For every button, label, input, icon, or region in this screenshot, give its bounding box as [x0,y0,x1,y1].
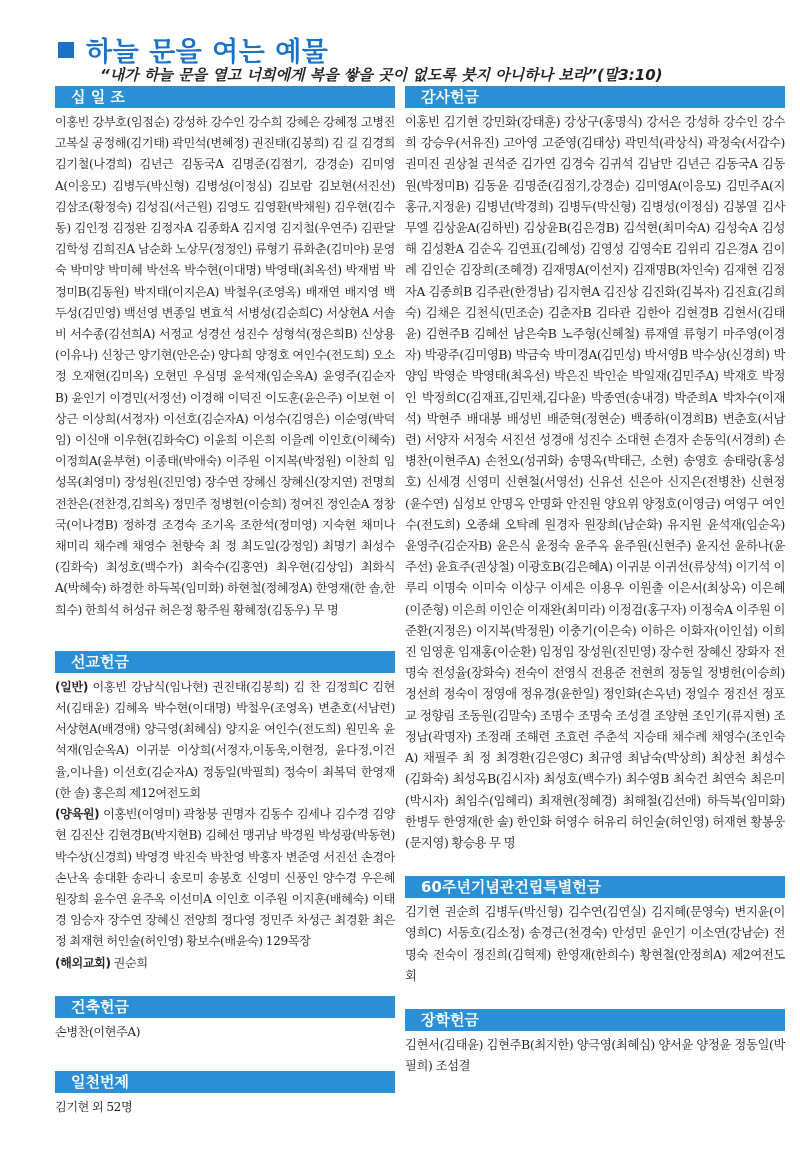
tithe-donor-list: 이홍빈 강부호(임점순) 강성하 강수인 강수희 강혜은 강혜정 고병진 고복실 공정해(김기태) 곽민석(변혜정) 권진태(김봉희) 김 길 김경희 김기철(나경희) 김년근 김동국A 김명준(김점기, 강경순) 김미영A(이응모) 김병두(박신형) 김병성(이정심) 김보람 김보현(서진선) 김삼조(황정숙) 김성집(서근원) 김영도 김영환(박채원) 김우현(김수동) 김인정 김정완 김정자A 김종화A 김지영 김지철(우연주) 김판달 김학성 김희진A 남순화 노상무(정정인) 류형기 류화춘(김미야) 문영숙 박미양 박미혜 박선옥 박수현(이대명) 박영태(최옥선) 박재범 박정미B(김동원) 박지태(이지은A) 박철우(조영옥) 배재연 배지영 백두성(김민영) 백선영 변종일 변효석 서병성(김순희C) 서상현A 서솔비 서수종(김선희A) 서정교 성경선 성진수 성형석(정은희B) 신상용(이유나) 신창근 양기현(안은순) 양다희 양정호 여인수(전도희) 오소정 오재현(김미옥) 오현민 우심명 윤석재(임순옥A) 윤영주(김순자B) 윤인기 이경민(서정선) 이경해 이덕진 이도훈(윤은주) 이보현 이상근 이상희(서정자) 이선호(김순자A) 이성수(김영은) 이순영(박덕임) 이신애 이우현(김화숙C) 이윤희 이은희 이을례 이인호(이혜숙) 이정희A(윤부현) 이종태(박애숙) 이주원 이지복(박정원) 이찬희 임성목(최영미) 장성원(진민영) 장수연 장혜신 장혜신(장지연) 전명희 전찬은(전찬경,김희옥) 정민주 정병헌(이승희) 정여진 정인순A 정창국(이나경B) 정하경 조경숙 조기옥 조한석(정미영) 지숙현 채미나 채미리 채수례 채영수 천향숙 최 정 최도일(강정임) 최명기 최성수(김화숙) 최성호(백수가) 최숙수(김홍연) 최우현(김상임) 최화식A(박혜숙) 하경한 하득복(임미화) 하현철(정혜정A) 한영재(한 솔,한희수) 한희석 허성규 허은정 황주원 황혜정(김동우) 무 명 [55,115,395,617]
mission-general-list [55,677,395,804]
mission-overseas-label: (해외교회) [55,955,111,970]
mission-nurture-text: 이홍빈(이영미) 곽창붕 권명자 김동수 김세나 김수경 김양현 김진산 김현경B(박지현B) 김혜선 맹귀남 박경원 박성광(박동현) 박수상(신경희) 박영경 박진숙 박찬영 박홍자 변준영 서진선 손경아 손난옥 송대환 송라니 송로미 송봉호 신영미 신풍인 양수경 우은혜 원장희 윤수연 윤주옥 이선미A 이인호 이주원 이지훈(배혜숙) 이태경 임승자 장수연 장혜신 전양희 정다영 정민주 차성근 최경환 최은정 최재현 허인술(허인영) 황보수(배윤숙) 129목장 [55,807,395,949]
mission-nurture-list [55,804,395,952]
right-column [405,86,785,1077]
mission-general-text: 이홍빈 강남식(임나현) 권진태(김봉희) 김 찬 김정희C 김현서(김태윤) 김혜옥 박수현(이대명) 박철우(조영옥) 변춘호(서남련) 서상현A(배경애) 양극영(최혜심) 양지윤 여인수(전도희) 원민옥 윤석재(임순옥A) 이귀분 이상희(서정자,이동욱,이현정, 윤다정,이건율,이나율) 이선호(김순자A) 정동일(박필희) 정숙이 최복덕 한영재(한 솔) 홍은희 제12여전도회 [55,679,395,800]
thanks-donor-list: 이홍빈 김기현 강민화(강태훈) 강상구(홍명식) 강서은 강성하 강수인 강수희 강승우(서유진) 고아영 고준영(김태상) 곽민석(곽상식) 곽정숙(서갑수) 권미진 권상철 권석준 김가연 김경숙 김귀석 김남만 김년근 김동국A 김동원(박정미B) 김동윤 김명준(김점기,강경순) 김미영A(이응모) 김민주A(지홍규,지정윤) 김병년(박경희) 김병두(박신형) 김병성(이정심) 김봉열 김사무엘 김상윤A(김하빈) 김상윤B(김은경B) 김석현(최미숙A) 김성숙A 김성해 김성환A 김순옥 김연표(김혜성) 김영성 김영숙E 김위리 김은경A 김이례 김인순 김장희(조혜경) 김재명A(이선지) 김재명B(차인숙) 김재현 김정자A 김종희B 김주관(한경남) 김지현A 김진상 김진화(김복자) 김진효(김희숙) 김채은 김천식(민조순) 김춘자B 김타관 김한아 김현경B 김현서(김태윤) 김현주B 김혜선 남은숙B 노주형(신혜철) 류재열 류형기 마주영(이경자) 박광주(김미영B) 박금숙 박미경A(김민성) 박서영B 박수상(신경희) 박양임 박영순 박영태(최옥선) 박은진 박인순 박일재(김민주A) 박재호 박정인 박정희C(김재표,김민채,김다윤) 박종연(송내경) 박준희A 박차수(이재석) 박현주 배대봉 배성빈 배준혁(정현순) 백종하(이경희B) 변춘호(서남련) 서양자 서정숙 서진선 성경애 성진수 소대현 손경자 손동익(서경희) 손병찬(이현주A) 손천오(성귀화) 송명옥(박태근, 소현) 송영호 송태랑(홍성호) 신세경 신영미 신현철(서영선) 신유선 신은아 신지은(전병찬) 신현정(윤수연) 심성보 안명옥 안명화 안진원 양요위 양정호(이영금) 여영구 여인수(전도희) 오종쇄 오탁례 원경자 원장희(남순화) 유지원 윤석재(임순옥) 윤영주(김순자B) 윤은식 윤정숙 윤주옥 윤주원(신현주) 윤지선 윤하나(윤주선) 윤효주(권상철) 이광호B(김은혜A) 이귀분 이귀선(류상석) 이기석 이루리 이명숙 이미숙 이상구 이세은 이용우 이원출 이은서(최상옥) 이은혜(이준형) 이은희 이인순 이재완(최미라) 이정검(홍구자) 이정숙A 이주원 이준환(지정은) 이지복(박정원) 이충기(이은숙) 이하은 이화자(이인섭) 이희진 임영훈 임재홍(이순환) 임정임 장성원(진민영) 장수헌 장혜신 장화자 전명숙 전성율(장화숙) 전숙이 전영식 전용준 전현희 정동일 정병헌(이승희) 정선희 정숙이 정영애 정유경(윤한일) 정인화(손옥년) 정일수 정진선 정포교 정향림 조동원(김말숙) 조명수 조명숙 조성결 조양현 조인기(류지현) 조정남(곽명자) 조정래 조해련 조효련 주춘석 지승태 채수례 채영수(조인숙A) 채필주 최 정 최경환(김은영C) 최규영 최남숙(박상희) 최상천 최성수(김화숙) 최성옥B(김시자) 최성호(백수가) 최수영B 최숙건 최연숙 최은미(박시자) 최임수(임혜리) 최재현(정혜경) 최해철(김선애) 하득복(임미화) 한병두 한영재(한 솔) 한인화 허영수 허유리 허인술(허인영) 허재현 황봉웅(문지영) 황승용 무 명 [405,115,785,850]
building-donor-list: 손병찬(이현주A) [55,1024,141,1039]
page-title: 하늘 문을 여는 예물 [86,37,329,68]
building-section [55,996,395,1043]
bible-verse: “내가 하늘 문을 열고 너희에게 복을 쌓을 곳이 없도록 붓지 아니하나 보라”(말3:10) [100,66,663,84]
left-column [55,86,395,1118]
mission-overseas-list [55,953,395,974]
first-fruits-donor-list: 김기현 외 52명 [55,1099,133,1114]
mission-section [55,651,395,974]
tithe-section [55,86,395,621]
square-bullet-icon [58,42,74,58]
thanks-heading: 감사헌금 [405,86,785,108]
anniversary-section [405,876,785,987]
mission-general-label: (일반) [55,679,89,694]
thanks-section [405,86,785,854]
mission-overseas-text: 권순희 [110,955,148,970]
anniversary-donor-list: 김기현 권순희 김병두(박신형) 김수연(김연실) 김지혜(문영숙) 변지윤(이영희C) 서동호(김소정) 송경근(천경숙) 안성민 윤인기 이소연(강남순) 전명숙 전숙이 정진희(김혁제) 한영재(한희수) 황현철(안정희A) 제2여전도회 [405,905,785,983]
tithe-heading: 십 일 조 [55,86,395,108]
scholarship-donor-list: 김현서(김태윤) 김현주B(최지한) 양극영(최혜심) 양서윤 양정윤 정동일(박필희) 조섬결 [405,1037,785,1074]
mission-nurture-label: (양육원) [55,807,100,822]
first-fruits-heading: 일천번제 [55,1071,395,1093]
anniversary-heading: 60주년기념관건립특별헌금 [405,876,785,898]
building-heading: 건축헌금 [55,996,395,1018]
first-fruits-section [55,1071,395,1118]
scholarship-heading: 장학헌금 [405,1009,785,1031]
scholarship-section [405,1009,785,1077]
mission-heading: 선교헌금 [55,651,395,673]
